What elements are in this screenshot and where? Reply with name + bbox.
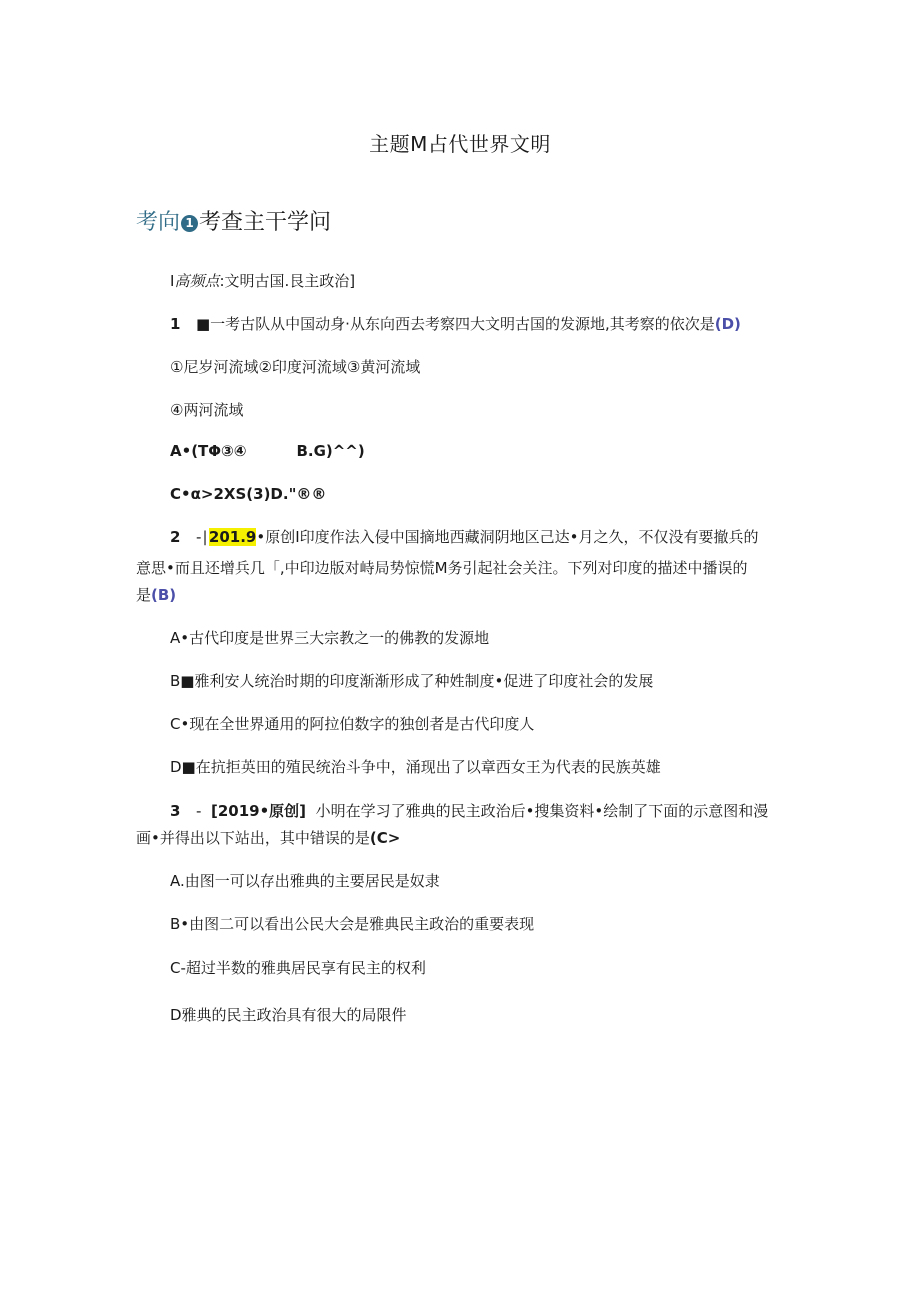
q1-line-3: ④两河流域 [170, 401, 244, 419]
topic-tag-label: 高频点 [174, 272, 220, 290]
q1-options-cd: C•α>2XS(3)D."®® [170, 485, 327, 503]
q2-lead: -∣ [196, 528, 209, 546]
q2-stem-line-2: 意思•而且还增兵几「,中印边版对峙局势惊慌M务引起社会关注。下列对印度的描述中播误的 [136, 559, 748, 577]
q2-number: 2 [170, 528, 181, 546]
q1-number: 1 [170, 315, 181, 333]
q1-options-ab [170, 442, 365, 460]
q2-stem [170, 523, 770, 551]
topic-tag-open: I [170, 272, 175, 290]
section-number-badge: 1 [181, 215, 198, 232]
q1-line-2: ①尼岁河流域②印度河流域③黄河流域 [170, 358, 421, 376]
q3-option-d: D雅典的民主政治具有很大的局限件 [170, 1006, 407, 1024]
q1-stem-text: ■一考古队从中国动身·从东向西去考察四大文明古国的发源地,其考察的依次是 [196, 315, 715, 333]
q3-option-a: A.由图一可以存出雅典的主要居民是奴隶 [170, 872, 440, 890]
q3-stem-text-1: 小明在学习了雅典的民主政治后•搜集资料•绘制了下面的示意图和漫 [315, 802, 769, 820]
q2-option-c: C•现在全世界通用的阿拉伯数字的独创者是古代印度人 [170, 715, 535, 733]
q1-answer: (D) [714, 315, 741, 333]
q2-stem-line-1 [170, 523, 770, 551]
q1-option-a: A•(TΦ③④ [170, 442, 247, 460]
topic-tag-content: 文明古国.艮主政治] [224, 272, 356, 290]
topic-tag: I高频点:文明古国.艮主政治] [170, 272, 356, 290]
q3-stem-text-2: 画•并得出以下站出，其中错误的是 [136, 829, 370, 847]
q3-answer: (C> [369, 829, 401, 847]
q2-option-b: B■雅利安人统治时期的印度渐渐形成了种姓制度•促进了印度社会的发展 [170, 672, 654, 690]
q3-option-c: C-超过半数的雅典居民享有民主的权利 [170, 959, 426, 977]
q2-stem-text-3: 是 [136, 586, 152, 604]
q2-stem-line-3 [136, 584, 176, 605]
section-prefix: 考向 [136, 210, 181, 235]
page-title: 主题M占代世界文明 [369, 132, 551, 156]
q2-option-a: A•古代印度是世界三大宗教之一的佛教的发源地 [170, 629, 490, 647]
section-title: 考查主干学问 [199, 210, 332, 235]
q1-stem [170, 313, 741, 334]
q2-answer: (B) [151, 586, 177, 604]
q2-stem-text-1: •原创I印度作法入侵中国摘地西藏洞阴地区己达•月之久，不仅没有要撤兵的 [256, 528, 759, 546]
q2-option-d: D■在抗拒英田的殖民统治斗争中，涌现出了以章西女王为代表的民族英雄 [170, 758, 661, 776]
q3-stem-line-2 [136, 827, 400, 848]
q1-option-b: B.G)^^) [296, 442, 365, 460]
q2-year-highlight: 201.9 [208, 528, 257, 546]
q3-number: 3 [170, 802, 181, 820]
section-heading [136, 205, 331, 236]
q3-stem-line-1 [170, 800, 768, 821]
q3-option-b: B•由图二可以看出公民大会是雅典民主政治的重要表现 [170, 915, 535, 933]
q3-lead: - [196, 802, 202, 820]
q3-tag: [2019•原创] [210, 802, 307, 820]
